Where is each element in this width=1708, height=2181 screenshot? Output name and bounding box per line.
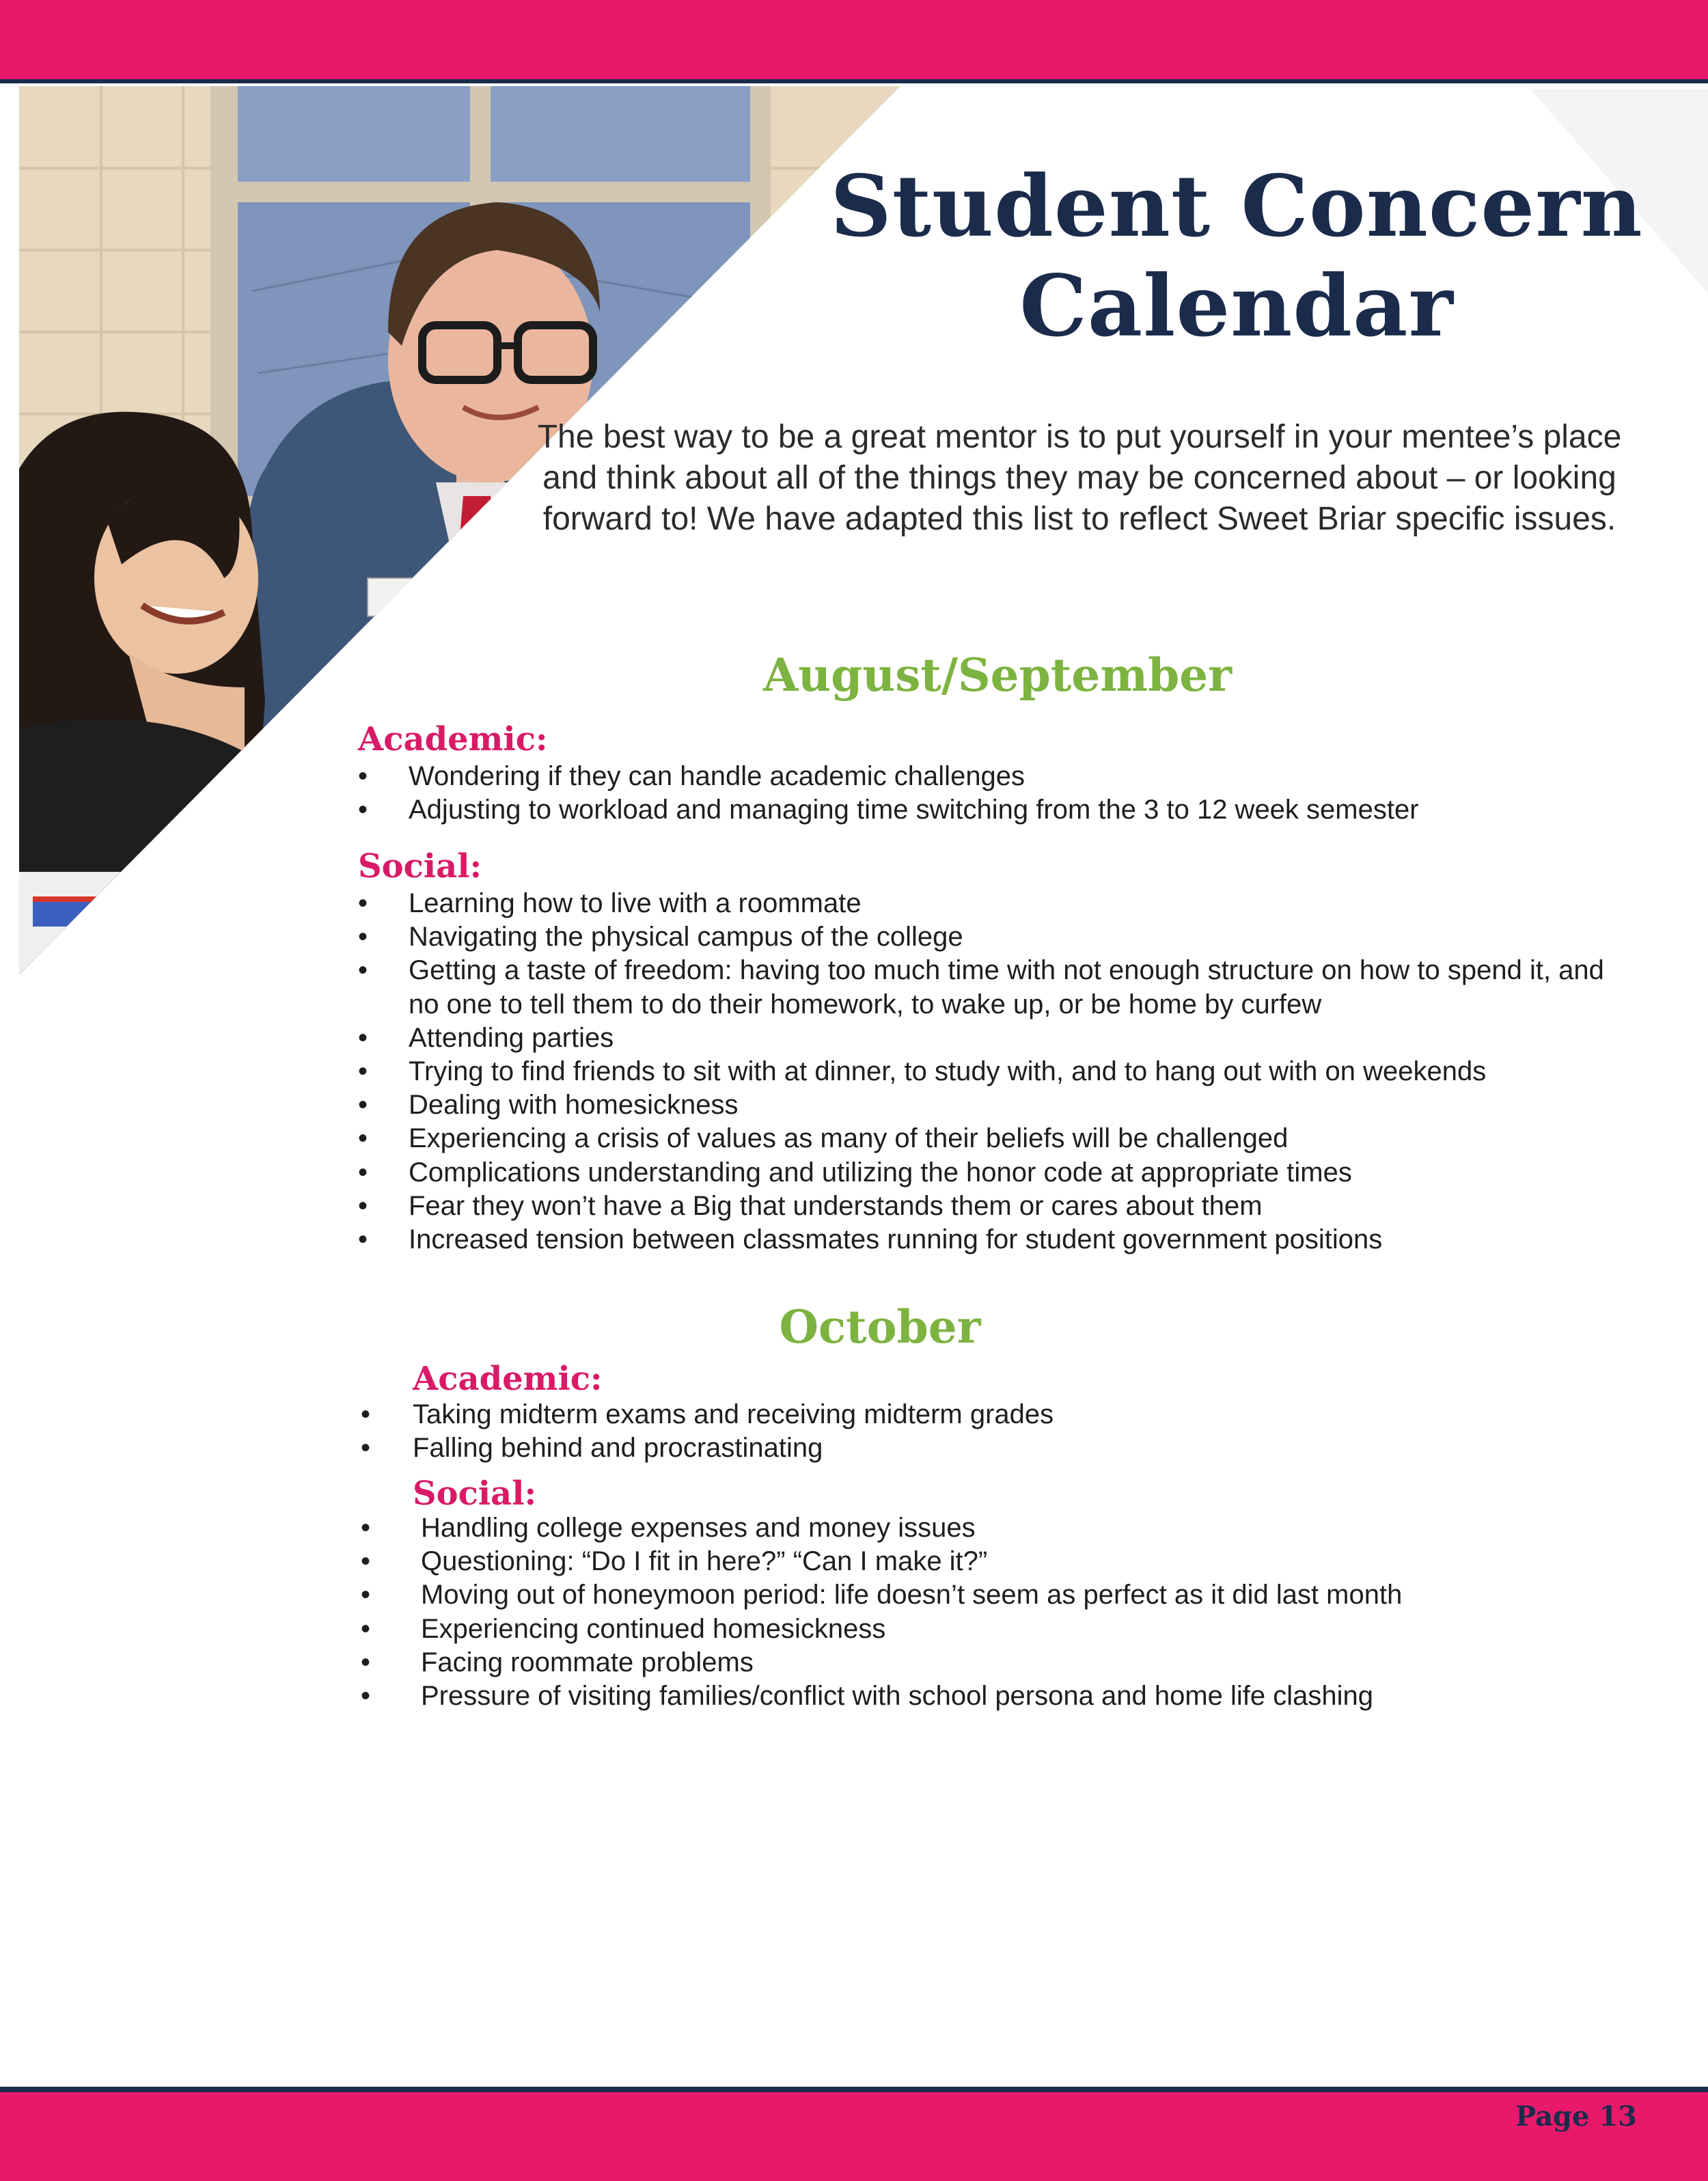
list-item: • Dealing with homesickness	[409, 1088, 1625, 1122]
list-item: • Complications understanding and utilizing the honor code at appropriate times	[409, 1156, 1625, 1190]
list-item: • Getting a taste of freedom: having too much time with not enough structure on how to spend it, and no one to tell them to do their homework, to wake up, or be home by curfew	[358, 955, 1604, 1019]
social-heading: Social:	[413, 1474, 537, 1513]
bullet: •	[358, 795, 368, 825]
list-item: • Navigating the physical campus of the college	[409, 920, 1625, 954]
bullet: •	[358, 761, 368, 791]
list-item: • Attending parties	[409, 1021, 1625, 1055]
intro-paragraph: The best way to be a great mentor is to put yourself in your mentee’s place and think about all of the things they may be concerned about – or looking forward to! We have adapted this list to reflect Sweet Briar specific issues.	[537, 419, 1622, 537]
bullet: •	[358, 1224, 368, 1255]
list-item: • Learning how to live with a roommate	[409, 887, 1625, 920]
academic-list	[358, 760, 1652, 827]
bullet: •	[358, 1190, 368, 1221]
list-item: • Pressure of visiting families/conflict with school persona and home life clashing	[421, 1679, 1637, 1713]
list-item: • Moving out of honeymoon period: life doesn’t seem as perfect as it did last month	[421, 1578, 1637, 1612]
bullet: •	[361, 1647, 371, 1677]
bullet: •	[361, 1613, 371, 1644]
page-number: Page 13	[1515, 2100, 1637, 2132]
bullet: •	[361, 1433, 371, 1464]
bullet: •	[358, 1056, 368, 1087]
list-item: • Fear they won’t have a Big that understands them or cares about them	[409, 1190, 1625, 1223]
list-item: • Facing roommate problems	[421, 1646, 1637, 1679]
list-item: • Questioning: “Do I fit in here?” “Can I make it?”	[421, 1545, 1637, 1578]
list-item: • Increased tension between classmates running for student government positions	[409, 1223, 1625, 1257]
bullet: •	[358, 1157, 368, 1188]
bullet: •	[361, 1513, 371, 1543]
bullet: •	[358, 922, 368, 952]
academic-heading: Academic:	[413, 1360, 603, 1398]
list-item: • Taking midterm exams and receiving midterm grades	[413, 1398, 1629, 1431]
list-item: • Adjusting to workload and managing time switching from the 3 to 12 week semester	[409, 793, 1652, 827]
bullet: •	[358, 955, 368, 986]
bullet: •	[361, 1546, 371, 1577]
bullet: •	[358, 1090, 368, 1121]
list-item: • Experiencing a crisis of values as many of their beliefs will be challenged	[409, 1122, 1625, 1155]
month-heading-october: October	[779, 1300, 981, 1354]
social-list	[361, 1511, 1637, 1713]
social-heading: Social:	[358, 847, 482, 886]
list-item: • Experiencing continued homesickness	[421, 1613, 1637, 1646]
bullet: •	[361, 1399, 371, 1429]
bullet: •	[361, 1681, 371, 1712]
bullet: •	[358, 1123, 368, 1154]
page-title: Student Concern Calendar	[830, 157, 1643, 356]
academic-heading: Academic:	[358, 720, 548, 758]
bullet: •	[361, 1580, 371, 1610]
list-item: • Falling behind and procrastinating	[413, 1431, 1629, 1465]
social-list	[358, 887, 1625, 1257]
list-item: • Wondering if they can handle academic challenges	[409, 760, 1652, 793]
list-item: • Trying to find friends to sit with at dinner, to study with, and to hang out with on weekends	[409, 1055, 1625, 1088]
academic-list	[361, 1398, 1629, 1465]
top-banner	[0, 0, 1708, 83]
bullet: •	[358, 1022, 368, 1053]
month-heading-august-september: August/September	[762, 648, 1232, 702]
bullet: •	[358, 888, 368, 918]
list-item: • Handling college expenses and money issues	[421, 1511, 1637, 1545]
bottom-banner	[0, 2087, 1708, 2181]
